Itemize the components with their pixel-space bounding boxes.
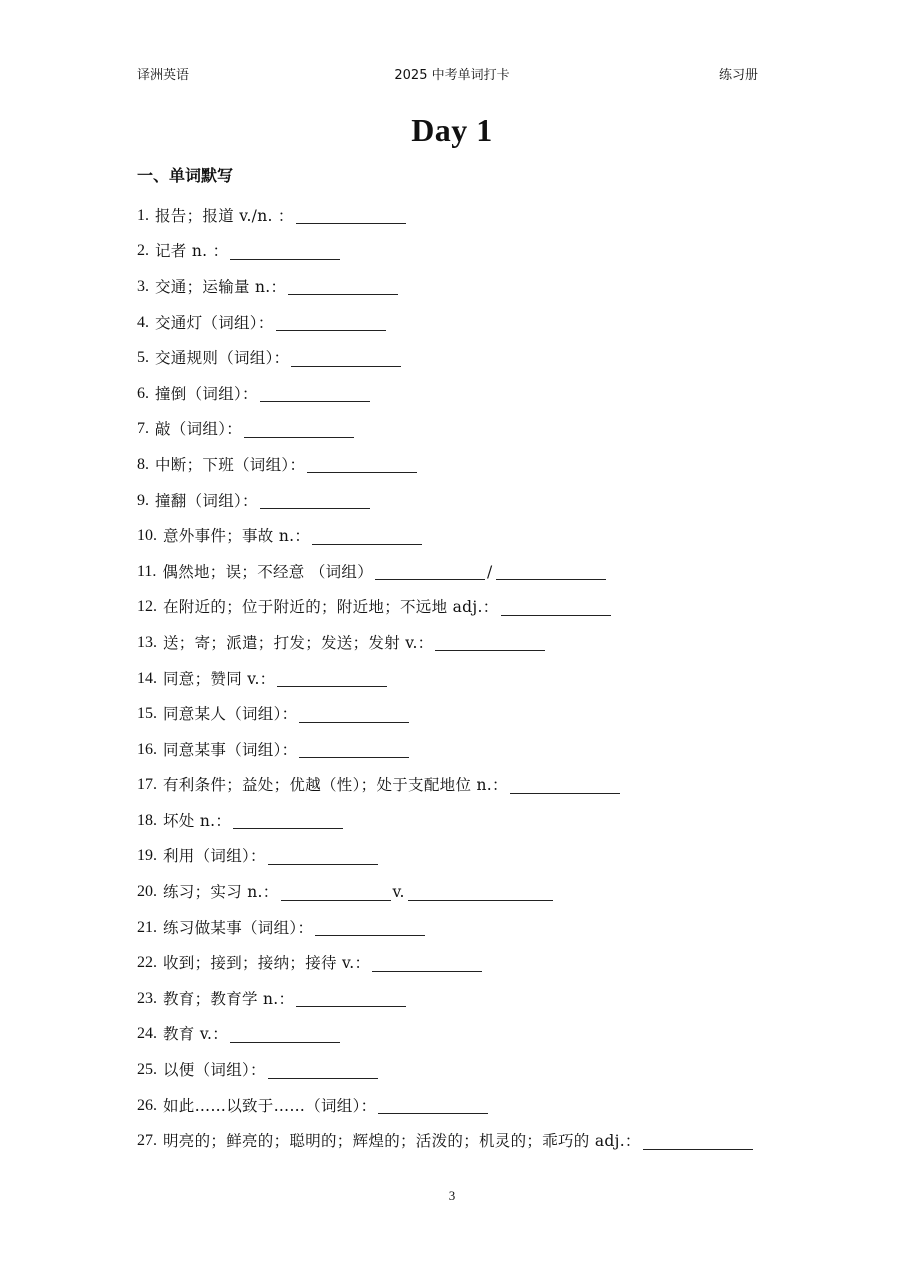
exercise-item xyxy=(137,1017,817,1053)
answer-blank[interactable] xyxy=(233,812,343,829)
item-number: 12. xyxy=(137,598,157,616)
exercise-item xyxy=(137,910,817,946)
item-number: 1. xyxy=(137,206,149,224)
item-number: 22. xyxy=(137,954,157,972)
exercise-item xyxy=(137,1052,817,1088)
exercise-item xyxy=(137,554,817,590)
exercise-item xyxy=(137,803,817,839)
item-prompt: 中断；下班（词组）： xyxy=(155,455,306,474)
item-prompt: 交通灯（词组）： xyxy=(155,313,274,332)
exercise-item xyxy=(137,518,817,554)
exercise-item xyxy=(137,768,817,804)
answer-blank[interactable] xyxy=(299,741,409,758)
answer-blank[interactable] xyxy=(296,990,406,1007)
answer-blank[interactable] xyxy=(277,670,387,687)
answer-blank[interactable] xyxy=(312,528,422,545)
answer-blank[interactable] xyxy=(260,492,370,509)
item-number: 26. xyxy=(137,1096,157,1114)
item-number: 17. xyxy=(137,776,157,794)
exercise-item xyxy=(137,1123,817,1159)
header-title: 2025 中考单词打卡 xyxy=(394,68,510,83)
item-prompt: 意外事件；事故 n.： xyxy=(163,527,311,546)
item-prompt: 送；寄；派遣；打发；发送；发射 v.： xyxy=(163,633,434,652)
item-prompt: 同意；赞同 v.： xyxy=(163,669,276,688)
answer-blank[interactable] xyxy=(372,955,482,972)
page-number: 3 xyxy=(448,1188,456,1203)
answer-blank[interactable] xyxy=(244,421,354,438)
exercise-item xyxy=(137,1088,817,1124)
item-number: 2. xyxy=(137,242,149,260)
item-prompt: 明亮的；鲜亮的；聪明的；辉煌的；活泼的；机灵的；乖巧的 adj.： xyxy=(163,1132,641,1151)
exercise-item xyxy=(137,661,817,697)
answer-blank[interactable] xyxy=(268,1062,378,1079)
answer-blank[interactable] xyxy=(296,207,406,224)
item-prompt: 偶然地；误；不经意 （词组） xyxy=(162,562,374,581)
item-number: 24. xyxy=(137,1025,157,1043)
exercise-item xyxy=(137,234,817,270)
item-number: 27. xyxy=(137,1132,157,1150)
exercise-item xyxy=(137,447,817,483)
exercise-item xyxy=(137,696,817,732)
item-number: 5. xyxy=(137,349,149,367)
exercise-item xyxy=(137,590,817,626)
answer-blank[interactable] xyxy=(291,350,401,367)
item-prompt: 报告；报道 v./n. ： xyxy=(155,206,294,225)
item-prompt: 如此……以致于……（词组）： xyxy=(163,1096,377,1115)
item-prompt: 撞倒（词组）： xyxy=(155,384,258,403)
answer-blank[interactable] xyxy=(435,634,545,651)
page-title: Day 1 xyxy=(411,112,493,148)
answer-blank[interactable] xyxy=(281,884,391,901)
item-number: 16. xyxy=(137,740,157,758)
item-prompt: 坏处 n.： xyxy=(163,811,232,830)
header-workbook: 练习册 xyxy=(719,68,759,83)
answer-blank[interactable] xyxy=(408,884,553,901)
answer-blank[interactable] xyxy=(288,278,398,295)
answer-blank[interactable] xyxy=(268,848,378,865)
item-number: 7. xyxy=(137,420,149,438)
item-prompt: 练习；实习 n.： xyxy=(163,883,279,902)
exercise-item xyxy=(137,732,817,768)
item-prompt: 同意某事（词组）： xyxy=(163,740,298,759)
exercise-item xyxy=(137,340,817,376)
item-number: 13. xyxy=(137,633,157,651)
item-prompt: 撞翻（词组）： xyxy=(155,491,258,510)
exercise-item xyxy=(137,305,817,341)
exercise-item xyxy=(137,839,817,875)
item-number: 14. xyxy=(137,669,157,687)
item-number: 4. xyxy=(137,313,149,331)
item-prompt: 交通；运输量 n.： xyxy=(155,277,287,296)
item-prompt: 收到；接到；接纳；接待 v.： xyxy=(163,954,371,973)
item-prompt: 在附近的；位于附近的；附近地；不远地 adj.： xyxy=(163,598,499,617)
item-prompt: 同意某人（词组）： xyxy=(163,705,298,724)
item-separator: / xyxy=(487,562,493,581)
answer-blank[interactable] xyxy=(276,314,386,331)
item-number: 25. xyxy=(137,1061,157,1079)
answer-blank[interactable] xyxy=(378,1097,488,1114)
answer-blank[interactable] xyxy=(501,599,611,616)
item-separator: v. xyxy=(392,883,405,902)
answer-blank[interactable] xyxy=(230,1026,340,1043)
item-prompt: 教育；教育学 n.： xyxy=(163,989,295,1008)
item-number: 20. xyxy=(137,883,157,901)
exercise-item xyxy=(137,483,817,519)
item-number: 10. xyxy=(137,527,157,545)
answer-blank[interactable] xyxy=(375,563,485,580)
item-number: 19. xyxy=(137,847,157,865)
exercise-item xyxy=(137,625,817,661)
exercise-list xyxy=(137,198,817,1159)
item-number: 3. xyxy=(137,277,149,295)
answer-blank[interactable] xyxy=(315,919,425,936)
item-number: 21. xyxy=(137,918,157,936)
item-prompt: 练习做某事（词组）： xyxy=(163,918,314,937)
header-publisher: 译洲英语 xyxy=(137,68,190,83)
answer-blank[interactable] xyxy=(496,563,606,580)
exercise-item xyxy=(137,981,817,1017)
item-prompt: 教育 v.： xyxy=(163,1025,229,1044)
item-number: 9. xyxy=(137,491,149,509)
item-number: 23. xyxy=(137,989,157,1007)
answer-blank[interactable] xyxy=(643,1133,753,1150)
answer-blank[interactable] xyxy=(230,243,340,260)
exercise-item xyxy=(137,376,817,412)
item-prompt: 交通规则（词组）： xyxy=(155,349,290,368)
exercise-item xyxy=(137,874,817,910)
answer-blank[interactable] xyxy=(299,706,409,723)
exercise-item xyxy=(137,269,817,305)
item-number: 15. xyxy=(137,705,157,723)
item-prompt: 有利条件；益处；优越（性）；处于支配地位 n.： xyxy=(163,776,508,795)
item-number: 6. xyxy=(137,384,149,402)
item-prompt: 利用（词组）： xyxy=(163,847,266,866)
item-number: 11. xyxy=(137,562,157,580)
answer-blank[interactable] xyxy=(307,456,417,473)
item-number: 18. xyxy=(137,811,157,829)
item-prompt: 记者 n. ： xyxy=(155,242,229,261)
section-heading: 一、单词默写 xyxy=(137,166,234,185)
answer-blank[interactable] xyxy=(260,385,370,402)
exercise-item xyxy=(137,945,817,981)
exercise-item xyxy=(137,412,817,448)
answer-blank[interactable] xyxy=(510,777,620,794)
item-number: 8. xyxy=(137,455,149,473)
item-prompt: 以便（词组）： xyxy=(163,1061,266,1080)
page-header xyxy=(0,64,904,86)
item-prompt: 敲（词组）： xyxy=(155,420,243,439)
exercise-item xyxy=(137,198,817,234)
